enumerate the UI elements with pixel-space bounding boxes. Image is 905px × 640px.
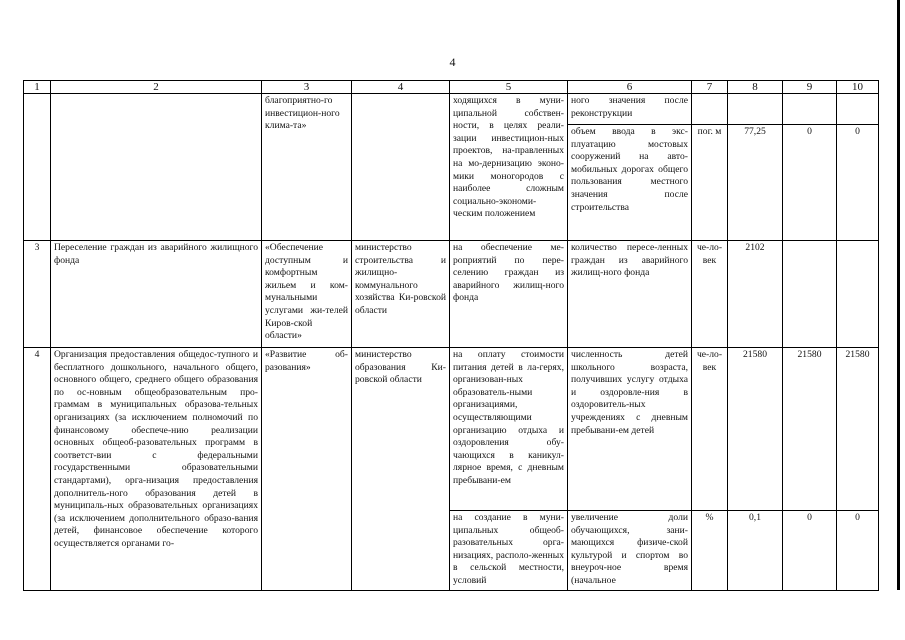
cell-value-8: 77,25 [728, 125, 783, 241]
table-row [24, 348, 879, 511]
cell-program: «Развитие об-разования» [262, 348, 352, 591]
header-cell: 1 [24, 81, 51, 94]
cell-program: «Обеспечение доступным и комфортным жильем и ком-мунальными услугами жи-телей Киров-ской области» [262, 241, 352, 348]
cell-unit: че-ло-век [692, 241, 728, 348]
cell-program: благоприятно-го инвестицион-ного клима-та» [262, 94, 352, 241]
cell-value-9: 0 [783, 511, 837, 591]
cell-value-9: 0 [783, 125, 837, 241]
header-row [24, 81, 879, 94]
cell-title: Переселение граждан из аварийного жилищного фонда [51, 241, 262, 348]
cell-num [24, 94, 51, 241]
cell-value-9 [783, 94, 837, 125]
header-cell: 9 [783, 81, 837, 94]
cell-purpose: на обеспечение ме-роприятий по пере-селению граждан из аварийного жилищ-ного фонда [450, 241, 568, 348]
cell-value-10 [837, 241, 879, 348]
header-cell: 6 [568, 81, 692, 94]
cell-num: 4 [24, 348, 51, 591]
cell-indicator: численность детей школьного возраста, получивших услугу отдыха и оздоровле-ния в оздоровитель-ных учреждениях с дневным пребывани-ем детей [568, 348, 692, 511]
cell-agency: министерство образования Ки-ровской области [352, 348, 450, 591]
cell-agency [352, 94, 450, 241]
cell-value-9 [783, 241, 837, 348]
cell-value-8 [728, 94, 783, 125]
cell-value-8: 21580 [728, 348, 783, 511]
cell-purpose: ходящихся в муни-ципальной собствен-ности, в целях реали-зации инвестицион-ных проектов, на-правленных на мо-дернизацию эконо-мики моногородов с наиболее сложным социально-экономи-ческим положением [450, 94, 568, 241]
cell-value-10: 21580 [837, 348, 879, 511]
cell-indicator: объем ввода в экс-плуатацию мостовых сооружений на авто-мобильных дорогах общего пользования местного значения после строительства [568, 125, 692, 241]
scan-edge-line [897, 0, 900, 590]
cell-value-8: 0,1 [728, 511, 783, 591]
cell-value-9: 21580 [783, 348, 837, 511]
table-row [24, 94, 879, 125]
cell-unit [692, 94, 728, 125]
cell-title [51, 94, 262, 241]
cell-value-10: 0 [837, 125, 879, 241]
table-row [24, 241, 879, 348]
cell-agency: министерство строительства и жилищно-коммунального хозяйства Ки-ровской области [352, 241, 450, 348]
header-cell: 8 [728, 81, 783, 94]
header-cell: 3 [262, 81, 352, 94]
cell-purpose: на оплату стоимости питания детей в ла-герях, организован-ных образователь-ными организациями, осуществляющими организацию отдыха и оздоровления обу-чающихся в каникул-лярное время, с дневным пребывани-ем [450, 348, 568, 511]
header-cell: 4 [352, 81, 450, 94]
cell-value-10: 0 [837, 511, 879, 591]
cell-indicator: увеличение доли обучающихся, зани-мающихся физиче-ской культурой и спортом во внеуроч-ное время (начальное [568, 511, 692, 591]
cell-indicator: ного значения после реконструкции [568, 94, 692, 125]
cell-value-10 [837, 94, 879, 125]
cell-unit: че-ло-век [692, 348, 728, 511]
page-number: 4 [449, 55, 456, 69]
cell-num: 3 [24, 241, 51, 348]
header-cell: 7 [692, 81, 728, 94]
header-cell: 10 [837, 81, 879, 94]
cell-purpose: на создание в муни-ципальных общеоб-разовательных орга-низациях, располо-женных в сельской местности, условий [450, 511, 568, 591]
program-table [23, 80, 879, 591]
header-cell: 5 [450, 81, 568, 94]
cell-value-8: 2102 [728, 241, 783, 348]
cell-title: Организация предоставления общедос-тупного и бесплатного дошкольного, начального общего, основного общего, среднего общего образования по ос-новным общеобразовательным про-граммам в муниципальных образова-тельных организациях (за исключением полномочий по финансовому обеспече-нию реализации основных общеоб-разовательных программ в соответст-вии с федеральными государственными образовательными стандартами), орга-низация предоставления дополнитель-ного образования детей в муниципаль-ных образовательных организациях (за исключением дополнительного образо-вания детей, финансовое обеспечение которого осуществляется органами го- [51, 348, 262, 591]
cell-indicator: количество пересе-ленных граждан из аварийного жилищ-ного фонда [568, 241, 692, 348]
header-cell: 2 [51, 81, 262, 94]
cell-unit: пог. м [692, 125, 728, 241]
cell-unit: % [692, 511, 728, 591]
